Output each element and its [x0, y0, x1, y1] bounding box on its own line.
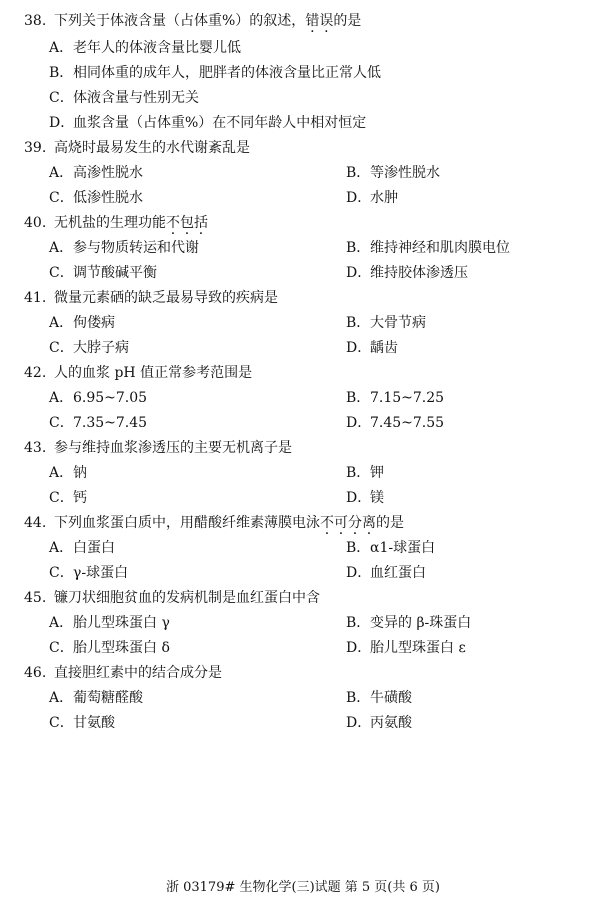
option-41-c[interactable]: C．大脖子病 — [49, 340, 129, 356]
question-39-stem: 39. 高烧时最易发生的水代谢紊乱是 — [24, 140, 250, 156]
option-43-a[interactable]: A．钠 — [49, 465, 87, 481]
option-43-d[interactable]: D．镁 — [346, 490, 384, 506]
emphasis-char: 离 — [362, 515, 376, 531]
option-38-d[interactable]: D．血浆含量（占体重%）在不同年龄人中相对恒定 — [49, 115, 367, 131]
option-46-c[interactable]: C．甘氨酸 — [49, 715, 115, 731]
option-39-b[interactable]: B．等渗性脱水 — [346, 165, 440, 181]
page-footer: 浙 03179# 生物化学(三)试题 第 5 页(共 6 页) — [165, 880, 440, 895]
emphasis-char: 分 — [348, 515, 362, 531]
option-39-d[interactable]: D．水肿 — [346, 190, 398, 206]
option-42-a[interactable]: A．6.95~7.05 — [49, 390, 148, 406]
option-40-c[interactable]: C．调节酸碱平衡 — [49, 265, 157, 281]
emphasis-char: 误 — [319, 13, 334, 29]
emphasis-char: 包 — [180, 215, 194, 231]
option-41-d[interactable]: D．龋齿 — [346, 340, 398, 356]
emphasis-char: 不 — [320, 515, 334, 531]
question-text-end: 的是 — [333, 13, 362, 29]
option-44-a[interactable]: A．白蛋白 — [49, 540, 115, 556]
option-46-b[interactable]: B．牛磺酸 — [346, 690, 412, 706]
option-38-a[interactable]: A．老年人的体液含量比婴儿低 — [49, 40, 241, 56]
question-41-stem: 41. 微量元素硒的缺乏最易导致的疾病是 — [24, 290, 278, 306]
option-44-d[interactable]: D．血红蛋白 — [346, 565, 426, 581]
question-text: 下列关于体液含量（占体重%）的叙述， — [54, 13, 306, 29]
question-40-stem: 40. 无机盐的生理功能不包括 — [24, 215, 208, 231]
option-45-d[interactable]: D．胎儿型珠蛋白 ε — [346, 640, 466, 656]
option-40-d[interactable]: D．维持胶体渗透压 — [346, 265, 468, 281]
option-45-a[interactable]: A．胎儿型珠蛋白 γ — [49, 615, 170, 631]
option-42-c[interactable]: C．7.35~7.45 — [49, 415, 148, 431]
emphasis-char: 错 — [305, 13, 320, 29]
question-emphasis — [320, 515, 376, 531]
question-45-stem: 45. 镰刀状细胞贫血的发病机制是血红蛋白中含 — [24, 590, 320, 606]
option-43-c[interactable]: C．钙 — [49, 490, 87, 506]
option-39-a[interactable]: A．高渗性脱水 — [49, 165, 143, 181]
option-42-b[interactable]: B．7.15~7.25 — [346, 390, 445, 406]
option-43-b[interactable]: B．钾 — [346, 465, 384, 481]
question-44-stem: 44. 下列血浆蛋白质中，用醋酸纤维素薄膜电泳不可分离的是 — [24, 515, 404, 531]
question-42-stem: 42. 人的血浆 pH 值正常参考范围是 — [24, 365, 253, 381]
option-41-b[interactable]: B．大骨节病 — [346, 315, 426, 331]
option-40-b[interactable]: B．维持神经和肌肉膜电位 — [346, 240, 510, 256]
option-44-c[interactable]: C．γ-球蛋白 — [49, 565, 129, 581]
question-emphasis — [166, 215, 208, 231]
option-45-b[interactable]: B．变异的 β-珠蛋白 — [346, 615, 472, 631]
question-emphasis — [305, 13, 333, 29]
question-38-stem — [24, 10, 361, 30]
emphasis-char: 可 — [334, 515, 348, 531]
option-38-c[interactable]: C．体液含量与性别无关 — [49, 90, 199, 106]
option-39-c[interactable]: C．低渗性脱水 — [49, 190, 143, 206]
option-40-a[interactable]: A．参与物质转运和代谢 — [49, 240, 199, 256]
option-38-b[interactable]: B．相同体重的成年人，肥胖者的体液含量比正常人低 — [49, 65, 381, 81]
question-number: 38. — [24, 13, 47, 29]
option-42-d[interactable]: D．7.45~7.55 — [346, 415, 445, 431]
emphasis-char: 不 — [166, 215, 180, 231]
option-44-b[interactable]: B．α1-球蛋白 — [346, 540, 436, 556]
option-46-d[interactable]: D．丙氨酸 — [346, 715, 412, 731]
emphasis-char: 括 — [194, 215, 208, 231]
option-41-a[interactable]: A．佝偻病 — [49, 315, 115, 331]
question-43-stem: 43. 参与维持血浆渗透压的主要无机离子是 — [24, 440, 292, 456]
option-46-a[interactable]: A．葡萄糖醛酸 — [49, 690, 143, 706]
question-46-stem: 46. 直接胆红素中的结合成分是 — [24, 665, 222, 681]
option-45-c[interactable]: C．胎儿型珠蛋白 δ — [49, 640, 170, 656]
